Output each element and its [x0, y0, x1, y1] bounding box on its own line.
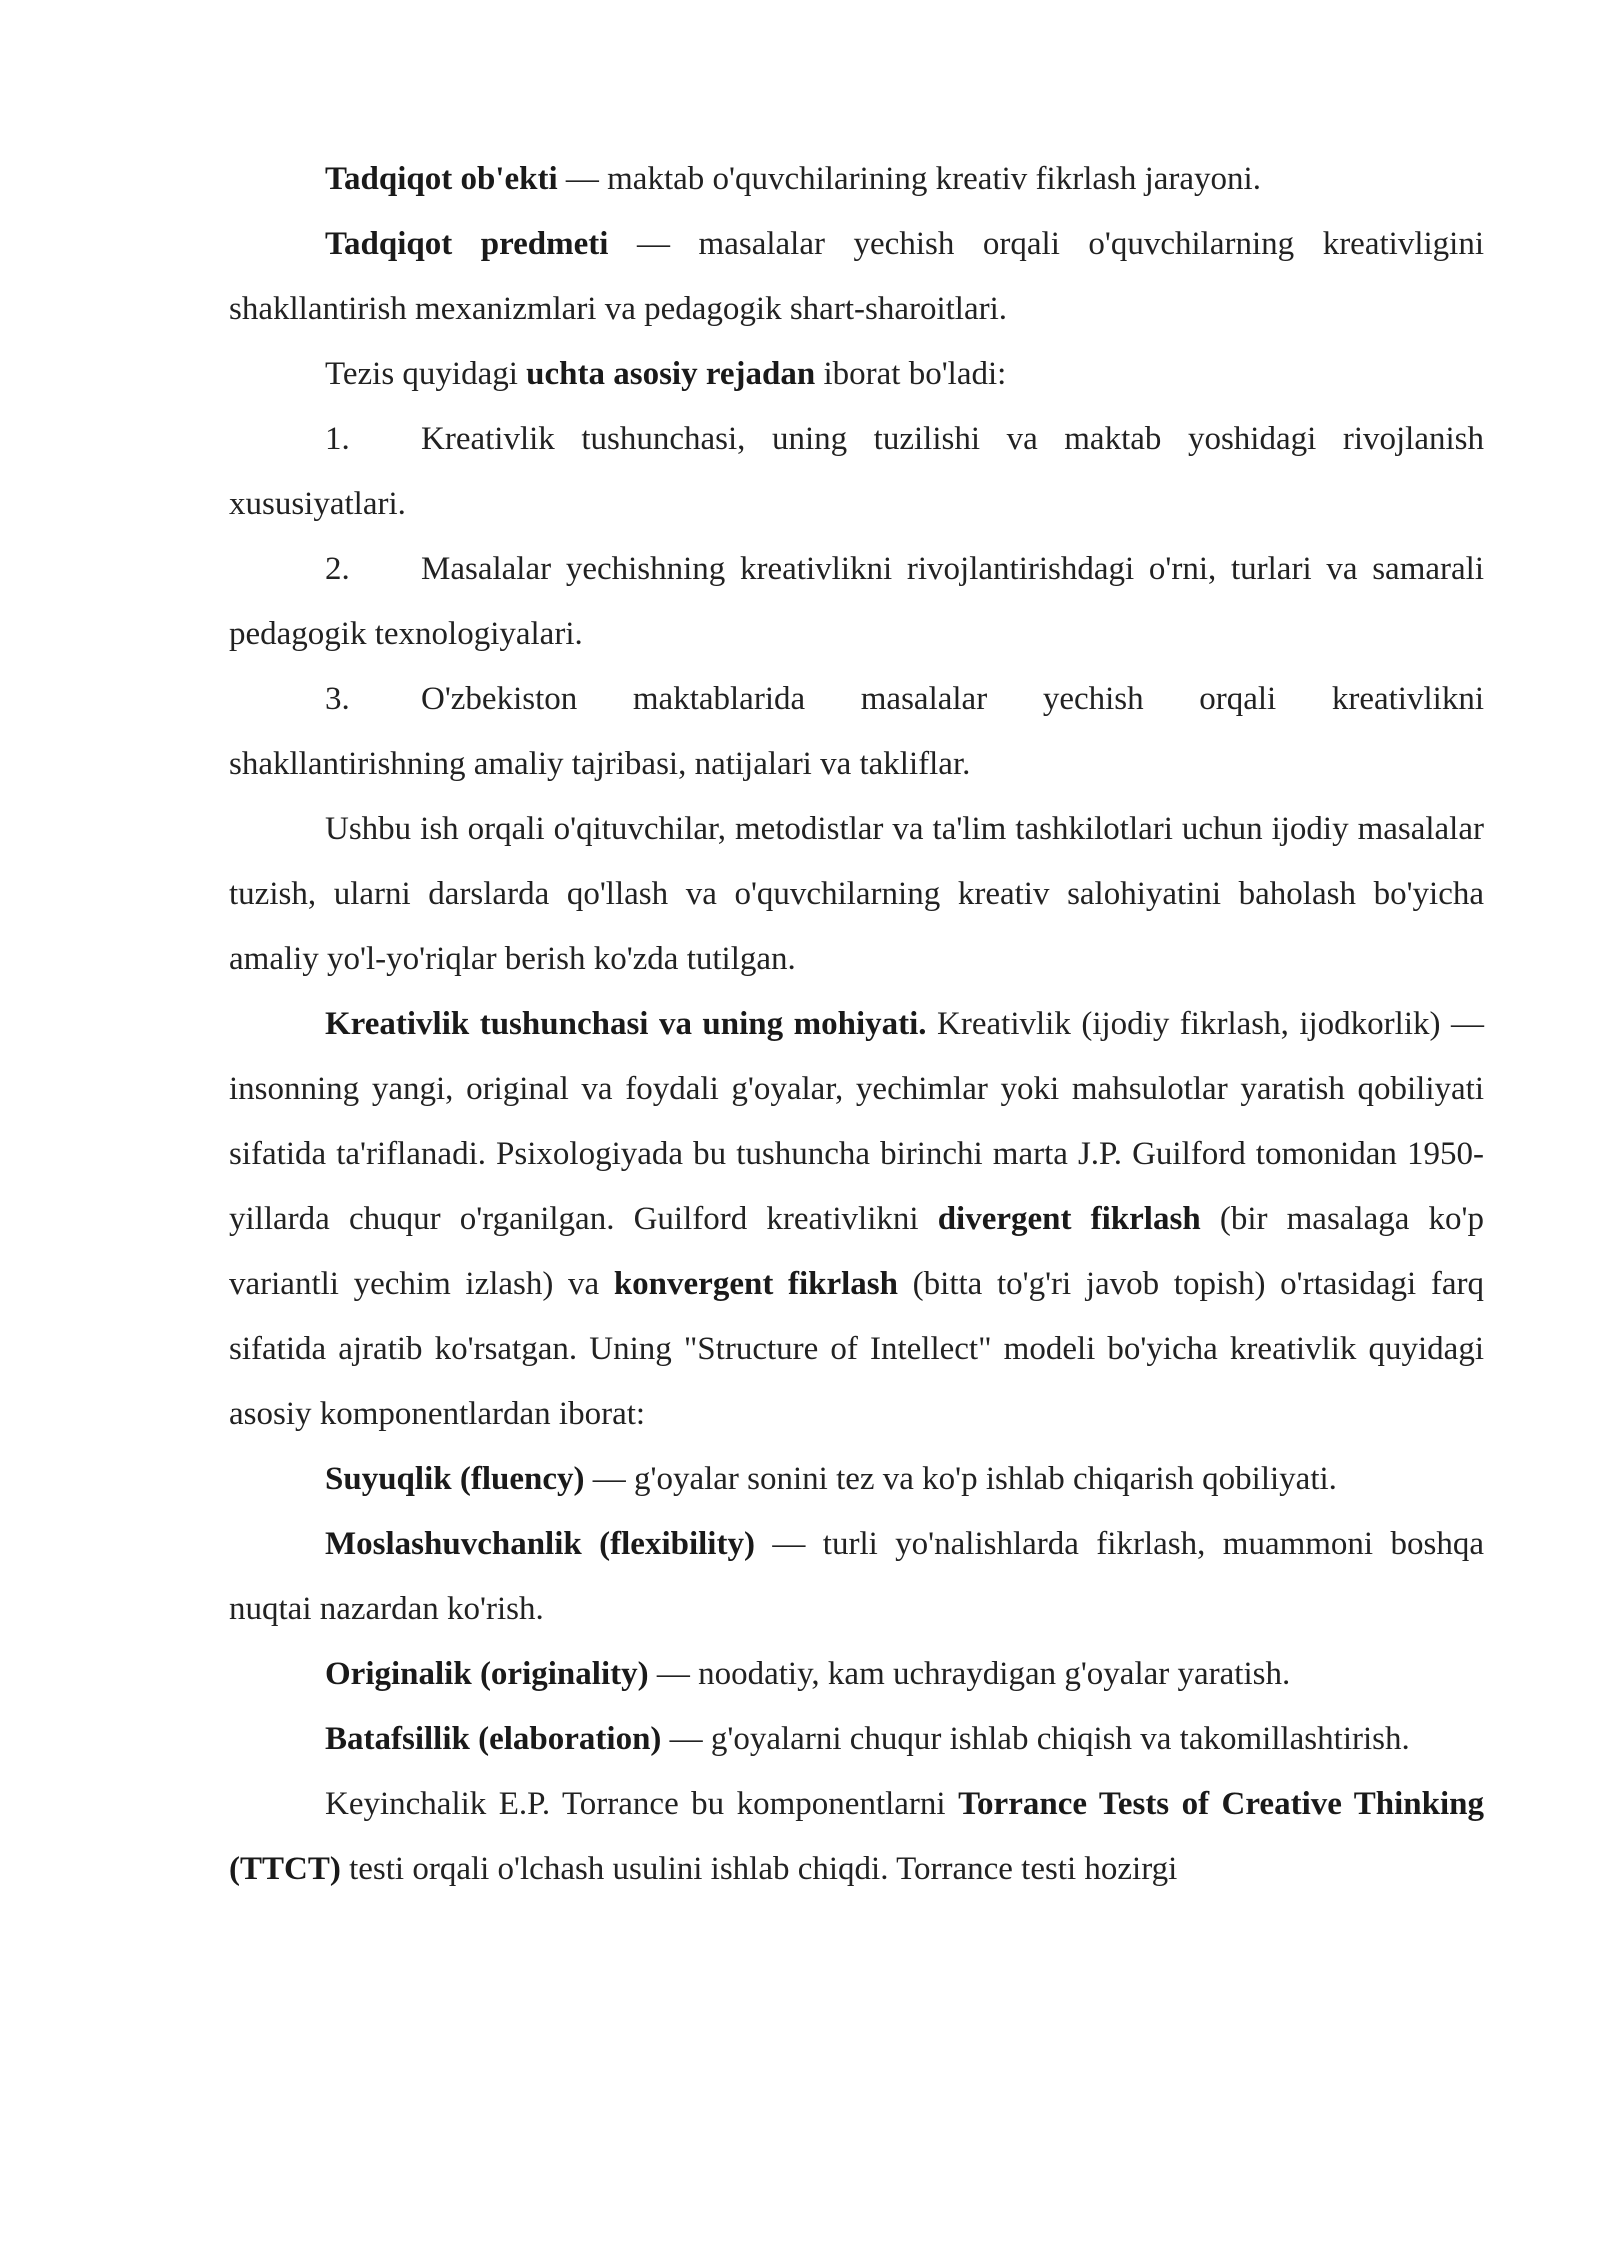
- bold-term: uchta asosiy rejadan: [526, 356, 816, 392]
- paragraph-research-subject: [229, 212, 1484, 342]
- paragraph-text: Kreativlik (ijodiy fikrlash, ijodkorlik) — insonning yangi, original va foydali g'oyalar, yechimlar yoki mahsulotlar yaratish qobiliyati sifatida ta'riflanadi. Psixologiyada bu tushuncha birinchi marta J.P. Guilford tomonidan 1950-yillarda chuqur o'rganilgan. Guilford kreativlikni: [229, 1006, 1484, 1237]
- bold-term: Tadqiqot ob'ekti: [325, 161, 558, 197]
- paragraph-text: Keyinchalik E.P. Torrance bu komponentlarni: [325, 1786, 959, 1822]
- paragraph-text: (bir masalaga ko'p variantli yechim izlash) va: [229, 1201, 1484, 1302]
- list-item-text: O'zbekiston maktablarida masalalar yechish orqali kreativlikni shakllantirishning amaliy tajribasi, natijalari va takliflar.: [229, 681, 1484, 782]
- bold-term: Suyuqlik (fluency): [325, 1461, 585, 1497]
- list-item-number: 1.: [325, 421, 350, 457]
- paragraph-elaboration: [229, 1707, 1484, 1772]
- bold-term: Tadqiqot predmeti: [325, 226, 609, 262]
- document-page: [229, 147, 1484, 1902]
- bold-term: Moslashuvchanlik (flexibility): [325, 1526, 755, 1562]
- paragraph-text: Ushbu ish orqali o'qituvchilar, metodistlar va ta'lim tashkilotlari uchun ijodiy masalalar tuzish, ularni darslarda qo'llash va o'quvchilarning kreativ salohiyatini baholash bo'yicha amaliy yo'l-yo'riqlar berish ko'zda tutilgan.: [229, 811, 1484, 977]
- list-item: [229, 537, 1484, 667]
- list-item: [229, 667, 1484, 797]
- paragraph-thesis-plan: [229, 342, 1484, 407]
- list-item-number: 2.: [325, 551, 350, 587]
- section-heading-inline: Kreativlik tushunchasi va uning mohiyati.: [325, 1006, 927, 1042]
- bold-term: konvergent fikrlash: [613, 1266, 898, 1302]
- paragraph-text: testi orqali o'lchash usulini ishlab chiqdi. Torrance testi hozirgi: [340, 1851, 1178, 1887]
- paragraph-text: (bitta to'g'ri javob topish) o'rtasidagi farq sifatida ajratib ko'rsatgan. Uning "Structure of Intellect" modeli bo'yicha kreativlik quyidagi asosiy komponentlardan iborat:: [229, 1266, 1484, 1432]
- list-item: [229, 407, 1484, 537]
- list-item-number: 3.: [325, 681, 350, 717]
- paragraph-text: — maktab o'quvchilarining kreativ fikrlash jarayoni.: [557, 161, 1261, 197]
- list-item-text: Masalalar yechishning kreativlikni rivojlantirishdagi o'rni, turlari va samarali pedagogik texnologiyalari.: [229, 551, 1484, 652]
- paragraph-text: Tezis quyidagi: [325, 356, 527, 392]
- bold-term: Batafsillik (elaboration): [325, 1721, 662, 1757]
- bold-term: Torrance Tests of Creative Thinking (TTCT): [229, 1786, 1485, 1887]
- bold-term: Originalik (originality): [325, 1656, 649, 1692]
- paragraph-research-object: [229, 147, 1484, 212]
- paragraph-text: — masalalar yechish orqali o'quvchilarning kreativligini shakllantirish mexanizmlari va pedagogik shart-sharoitlari.: [229, 226, 1484, 327]
- paragraph-text: — g'oyalarni chuqur ishlab chiqish va takomillashtirish.: [661, 1721, 1410, 1757]
- paragraph-text: — noodatiy, kam uchraydigan g'oyalar yaratish.: [648, 1656, 1291, 1692]
- paragraph-originality: [229, 1642, 1484, 1707]
- paragraph-purpose: [229, 797, 1484, 992]
- paragraph-fluency: [229, 1447, 1484, 1512]
- paragraph-torrance: [229, 1772, 1484, 1902]
- bold-term: divergent fikrlash: [937, 1201, 1201, 1237]
- paragraph-flexibility: [229, 1512, 1484, 1642]
- paragraph-text: — turli yo'nalishlarda fikrlash, muammoni boshqa nuqtai nazardan ko'rish.: [229, 1526, 1484, 1627]
- paragraph-creativity-concept: [229, 992, 1484, 1447]
- paragraph-text: iborat bo'ladi:: [815, 356, 1007, 392]
- list-item-text: Kreativlik tushunchasi, uning tuzilishi va maktab yoshidagi rivojlanish xususiyatlari.: [229, 421, 1484, 522]
- paragraph-text: — g'oyalar sonini tez va ko'p ishlab chiqarish qobiliyati.: [584, 1461, 1337, 1497]
